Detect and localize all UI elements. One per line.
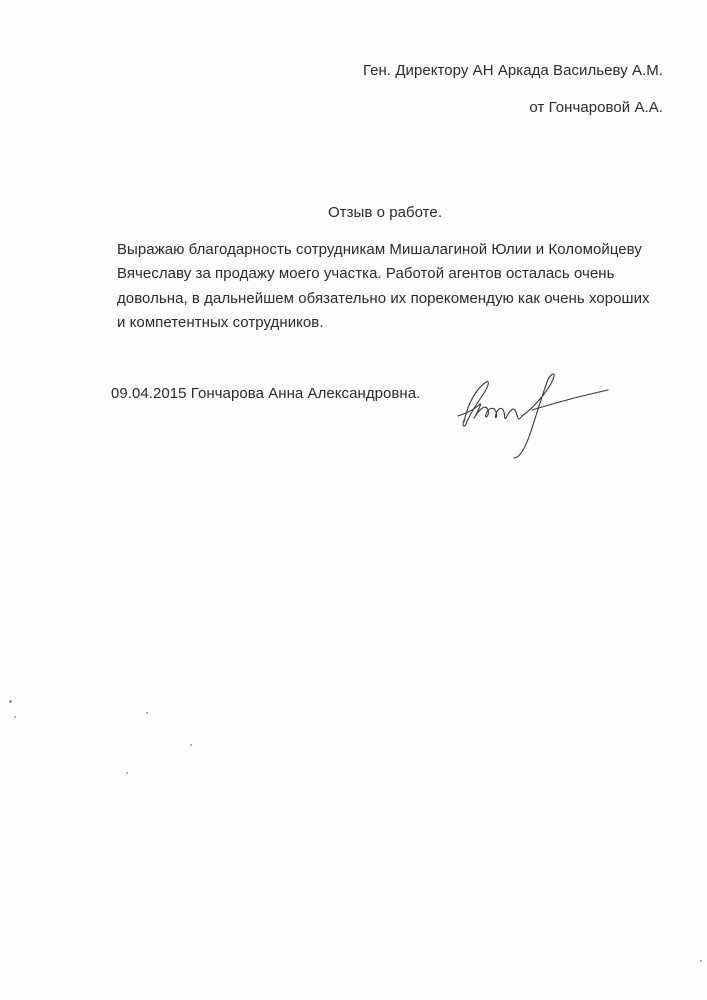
body-line: и компетентных сотрудников. — [117, 314, 324, 331]
scan-speck — [9, 700, 12, 703]
body-line: Вячеславу за продажу моего участка. Работой агентов осталась очень — [117, 265, 615, 282]
date-and-name-line: 09.04.2015 Гончарова Анна Александровна. — [111, 385, 421, 402]
addressee-line: Ген. Директору АН Аркада Васильеву А.М. — [363, 62, 663, 79]
scan-speck — [700, 960, 702, 962]
handwritten-signature — [452, 372, 612, 462]
body-line: Выражаю благодарность сотрудникам Мишалагиной Юлии и Коломойцеву — [117, 241, 642, 258]
scan-speck — [126, 772, 128, 774]
scan-speck — [190, 744, 192, 746]
scan-speck — [146, 712, 148, 714]
document-title: Отзыв о работе. — [327, 204, 443, 221]
body-line: довольна, в дальнейшем обязательно их порекомендую как очень хороших — [117, 290, 650, 307]
sender-line: от Гончаровой А.А. — [529, 99, 663, 116]
scan-speck — [14, 716, 16, 718]
